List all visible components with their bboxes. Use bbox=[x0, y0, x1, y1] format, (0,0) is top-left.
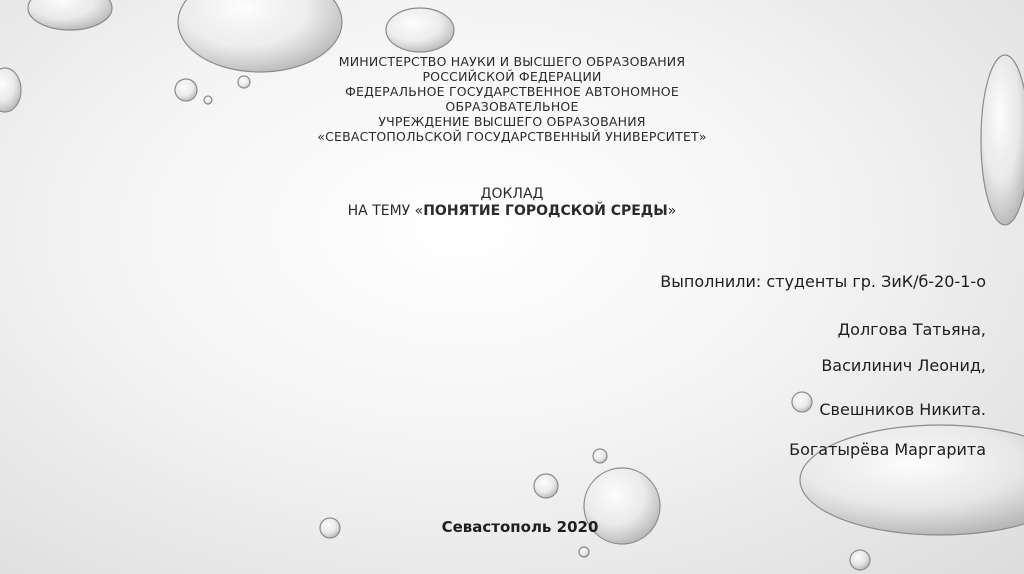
author-name: Свешников Никита. bbox=[819, 400, 986, 419]
city-year: Севастополь 2020 bbox=[441, 518, 599, 536]
topic-suffix: » bbox=[667, 203, 677, 219]
report-title bbox=[262, 186, 762, 220]
topic-name: ПОНЯТИЕ ГОРОДСКОЙ СРЕДЫ bbox=[423, 203, 668, 219]
report-topic bbox=[262, 203, 762, 220]
drop bbox=[238, 76, 250, 88]
drop bbox=[320, 518, 340, 538]
header-line: «СЕВАСТОПОЛЬСКОЙ ГОСУДАРСТВЕННЫЙ УНИВЕРСИТЕТ» bbox=[317, 129, 707, 144]
drop bbox=[386, 8, 454, 52]
drop bbox=[579, 547, 589, 557]
drop bbox=[593, 449, 607, 463]
performed-by: Выполнили: студенты гр. ЗиК/б-20-1-о bbox=[660, 272, 986, 291]
drop bbox=[175, 79, 197, 101]
drop bbox=[981, 55, 1024, 225]
drop bbox=[534, 474, 558, 498]
author-name: Василинич Леонид, bbox=[821, 356, 986, 375]
header-line: ОБРАЗОВАТЕЛЬНОЕ bbox=[445, 99, 579, 114]
drop bbox=[792, 392, 812, 412]
drop bbox=[28, 0, 112, 30]
author-name: Долгова Татьяна, bbox=[837, 320, 986, 339]
drop bbox=[850, 550, 870, 570]
report-label: ДОКЛАД bbox=[480, 186, 544, 202]
author-name: Богатырёва Маргарита bbox=[789, 440, 986, 459]
header-line: МИНИСТЕРСТВО НАУКИ И ВЫСШЕГО ОБРАЗОВАНИЯ bbox=[338, 54, 686, 69]
drop bbox=[204, 96, 212, 104]
header-line: УЧРЕЖДЕНИЕ ВЫСШЕГО ОБРАЗОВАНИЯ bbox=[378, 114, 646, 129]
header-line: РОССИЙСКОЙ ФЕДЕРАЦИИ bbox=[422, 69, 602, 84]
drop bbox=[0, 68, 21, 112]
institution-header bbox=[262, 54, 762, 144]
topic-prefix: НА ТЕМУ « bbox=[347, 203, 424, 219]
header-line: ФЕДЕРАЛЬНОЕ ГОСУДАРСТВЕННОЕ АВТОНОМНОЕ bbox=[345, 84, 679, 99]
